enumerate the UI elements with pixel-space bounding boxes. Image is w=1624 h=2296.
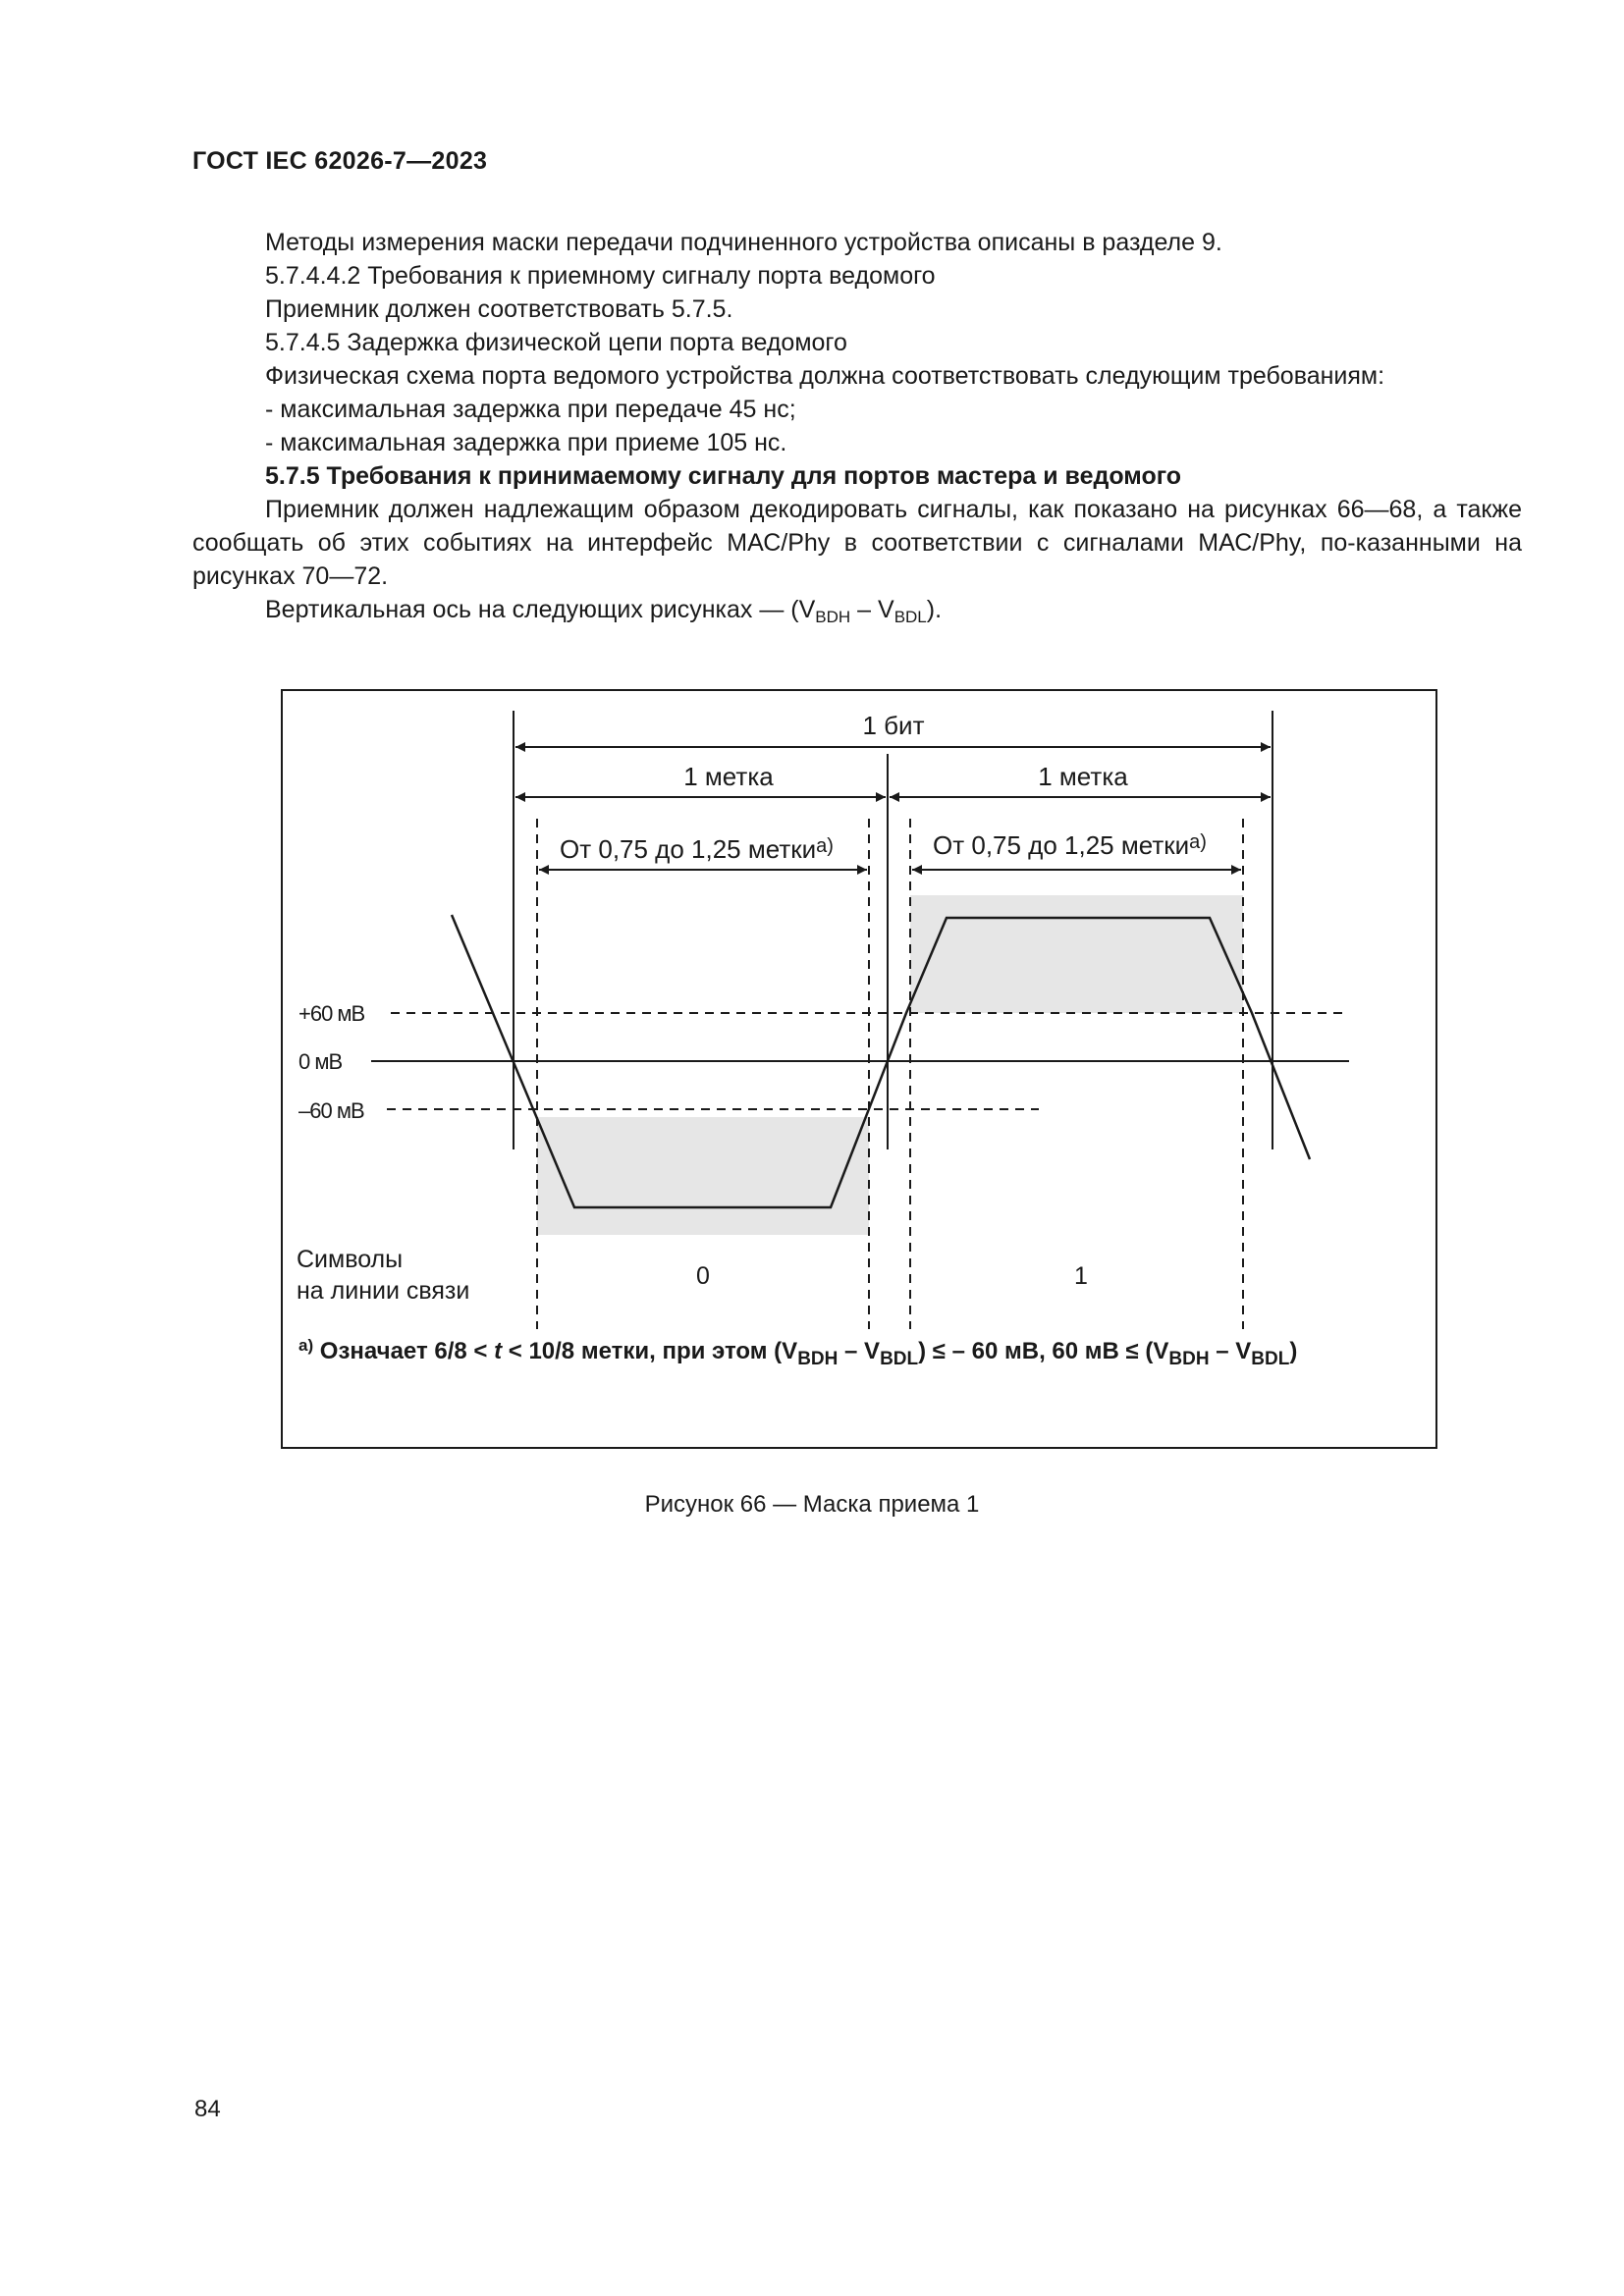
figure-footnote: $^{а)}$ Означает 6/8 < t < 10/8 метки, при этом $(V_{BDH} - V_{BDL})$ ≤ – 60 мВ, 60 мВ ≤ $(V_{BDH} - V_{BDL})$ [298,1336,1298,1369]
paragraph: Методы измерения маски передачи подчиненного устройства описаны в разделе 9. [265,229,1222,256]
label-bit: 1 бит [862,711,925,740]
list-item: - максимальная задержка при приеме 105 нс. [265,429,787,456]
label-level-minus: –60 мВ [298,1098,364,1123]
symbol-one: 1 [1074,1262,1088,1290]
mask-region-high [910,895,1243,1013]
paragraph: Физическая схема порта ведомого устройства должна соответствовать следующим требованиям: [265,362,1385,390]
label-range-left: От 0,75 до 1,25 метки$^{а)}$ [560,834,834,864]
label-symbols-line2: на линии связи [297,1277,470,1305]
label-mark-right: 1 метка [1038,762,1128,791]
label-symbols-line1: Символы [297,1246,404,1273]
paragraph: 5.7.4.4.2 Требования к приемному сигналу порта ведомого [265,262,936,290]
paragraph: Вертикальная ось на следующих рисунках — $(V_{BDH} - V_{BDL})$. [265,596,943,626]
mask-region-low [537,1117,869,1235]
label-mark-left: 1 метка [683,762,774,791]
paragraph: 5.7.4.5 Задержка физической цепи порта ведомого [265,329,847,356]
receive-mask-diagram [283,691,1435,1447]
page-number: 84 [194,2096,221,2122]
label-level-plus: +60 мВ [298,1001,365,1026]
figure-caption: Рисунок 66 — Маска приема 1 [644,1491,980,1518]
document-header: ГОСТ IEC 62026-7—2023 [192,147,488,175]
figure-receive-mask [281,689,1437,1449]
label-range-right: От 0,75 до 1,25 метки$^{а)}$ [933,830,1207,860]
body-text [192,226,1522,626]
symbol-zero: 0 [696,1262,710,1290]
paragraph: Приемник должен надлежащим образом декодировать сигналы, как показано на рисунках 66—68, а также сообщать об этих событиях на интерфейс МАС/Phy в соответствии с сигналами МАС/Phy, по-казанными на рисунках 70—72. [192,496,1522,590]
label-level-zero: 0 мВ [298,1049,343,1074]
section-heading: 5.7.5 Требования к принимаемому сигналу для портов мастера и ведомого [265,462,1182,490]
paragraph: Приемник должен соответствовать 5.7.5. [265,295,733,323]
list-item: - максимальная задержка при передаче 45 нс; [265,396,796,423]
